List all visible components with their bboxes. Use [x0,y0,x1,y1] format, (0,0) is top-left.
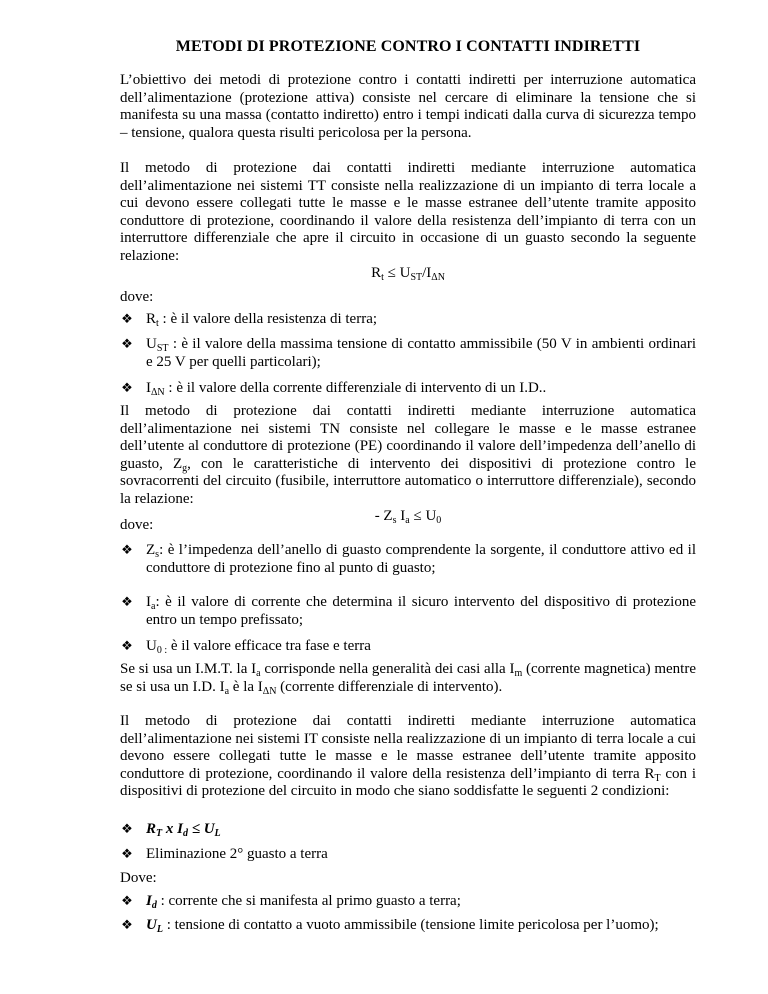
zg-sub: g [182,462,188,474]
tt-item-idn [120,380,696,398]
tt-formula-i-sub: ΔN [431,272,445,283]
item-text: è il valore efficace tra fase e terra [167,638,371,654]
imt-text-a: Se si usa un I.M.T. la I [120,661,257,677]
symbol-sub: 0 : [156,645,168,656]
tn-formula-z-sub: s [392,515,397,526]
imt-text-e: (corrente differenziale di intervento). [276,678,503,695]
tn-item-u0 [120,638,696,656]
item-text: : è il valore di corrente che determina il sicuro intervento del dispositivo di protezione entro un tempo prefissato; [146,594,696,628]
it-item-ul [120,917,696,935]
tn-paragraph-tail: , con le caratteristiche di intervento dei dispositivi di protezione contro le sovracorrenti del circuito (fusibile, interruttore automatico o interruttore differenziale), secondo la relazione: [120,455,696,507]
dove-label-3: Dove: [120,870,157,886]
cond-r-sub: T [156,828,163,839]
symbol-sub: a [151,601,156,612]
cond-2-text: Eliminazione 2° guasto a terra [146,846,328,862]
symbol-sub: L [156,924,163,935]
tn-formula-i: I [396,508,406,524]
symbol: R [146,311,157,327]
imt-text-c: (corrente magnetica) mentre se si usa un I.D. I [120,661,696,695]
tt-formula-slash: /I [422,265,432,281]
symbol-sub: ST [156,343,169,354]
diamond-bullet-icon: ❖ [121,381,133,396]
symbol: I [146,380,151,396]
symbol: I [146,893,152,909]
tt-paragraph [120,160,696,265]
tt-formula [120,265,696,283]
diamond-bullet-icon: ❖ [121,822,133,837]
item-text: : è l’impedenza dell’anello di guasto comprendente la sorgente, il conduttore attivo ed il conduttore di protezione fino al punto di guasto; [146,542,696,576]
tn-formula-le: ≤ U [409,508,437,524]
cond-x: x I [162,821,183,837]
tn-item-ia [120,594,696,629]
imt-sub-dn: ΔN [262,685,277,697]
symbol: U [146,917,157,933]
it-cond-2 [120,846,696,864]
it-paragraph [120,713,696,801]
item-text: : tensione di contatto a vuoto ammissibile (tensione limite pericolosa per l’uomo); [162,917,659,933]
it-cond-1 [120,821,696,839]
imt-text-d: è la I [229,678,263,695]
rt-sub: T [654,772,661,784]
symbol: I [146,594,151,610]
imt-text-b: corrisponde nella generalità dei casi alla I [260,661,515,677]
item-text: : è il valore della corrente differenziale di intervento di un I.D.. [164,380,547,396]
symbol: U [146,336,157,352]
dove-label-2: dove: [120,517,154,533]
symbol: Z [146,542,156,558]
imt-sub-c: a [224,685,230,697]
symbol-sub: s [155,549,160,560]
tn-formula-z: - Z [374,508,393,524]
cond-d-sub: d [182,828,188,839]
imt-paragraph [120,661,696,696]
cond-le: ≤ U [187,821,215,837]
symbol: U [146,638,157,654]
tt-formula-u-sub: ST [410,272,423,283]
tt-item-rt [120,311,696,329]
it-paragraph-text: Il metodo di protezione dai contatti indiretti mediante interruzione automatica dell’alimentazione nei sistemi IT consiste nella realizzazione di un impianto di terra locale a cui devono essere collegati tutte le masse e le masse estranee dell’utente tramite apposito conduttore di protezione, coordinando il valore della resistenza dell’impianto di terra R [120,713,696,782]
dove-label-1: dove: [120,289,154,305]
diamond-bullet-icon: ❖ [121,847,133,862]
imt-sub-m: m [514,668,523,679]
tt-formula-r: R [371,265,382,281]
tt-item-ust [120,336,696,371]
diamond-bullet-icon: ❖ [121,312,133,327]
item-text: : è il valore della massima tensione di contatto ammissibile (50 V in ambienti ordinari e 25 V per quelli particolari); [146,336,696,370]
item-text: : è il valore della resistenza di terra; [158,311,378,327]
cond-r: R [146,821,157,837]
imt-sub-a: a [256,668,261,679]
diamond-bullet-icon: ❖ [121,918,133,933]
intro-paragraph: L’obiettivo dei metodi di protezione contro i contatti indiretti per interruzione automatica dell’alimentazione (protezione attiva) consiste nel cercare di eliminare la tensione che si manifesta su una massa (contatto indiretto) entro i tempi indicati dalla curva di sicurezza tempo – tensione, qualora questa risulti pericolosa per la persona. [120,72,696,141]
tt-formula-r-sub: t [381,272,384,283]
diamond-bullet-icon: ❖ [121,337,133,352]
tn-formula [120,508,696,526]
symbol-sub: t [156,318,159,329]
diamond-bullet-icon: ❖ [121,595,133,610]
cond-l-sub: L [214,828,221,839]
diamond-bullet-icon: ❖ [121,639,133,654]
diamond-bullet-icon: ❖ [121,894,133,909]
page-title: METODI DI PROTEZIONE CONTRO I CONTATTI INDIRETTI [175,38,641,55]
item-text: : corrente che si manifesta al primo guasto a terra; [156,893,461,909]
tn-formula-u-sub: 0 [436,515,442,526]
symbol-sub: d [151,900,157,911]
tn-paragraph-text: Il metodo di protezione dai contatti indiretti mediante interruzione automatica dell’alimentazione nei sistemi TN consiste nel collegare le masse e le masse estranee dell’utente al conduttore di protezione (PE) coordinando il valore dell’impedenza dell’anello di guasto, Z [120,403,696,472]
diamond-bullet-icon: ❖ [121,543,133,558]
it-item-id [120,893,696,911]
it-paragraph-tail: con i dispositivi di protezione del circuito in modo che siano soddisfatte le seguenti 2 condizioni: [120,765,696,799]
tt-formula-le: ≤ U [383,265,411,281]
tn-item-zs [120,542,696,577]
tn-formula-a-sub: a [405,515,410,526]
symbol-sub: ΔN [151,387,165,398]
tt-paragraph-text: Il metodo di protezione dai contatti indiretti mediante interruzione automatica dell’alimentazione nei sistemi TT consiste nella realizzazione di un impianto di terra locale a cui devono essere collegati tutte le masse e le masse estranee dell’utente tramite apposito conduttore di protezione, coordinando il valore della resistenza dell’impianto di terra con un interruttore differenziale che apre il circuito in occasione di un guasto secondo la seguente relazione: [120,160,696,264]
tn-paragraph [120,403,696,508]
